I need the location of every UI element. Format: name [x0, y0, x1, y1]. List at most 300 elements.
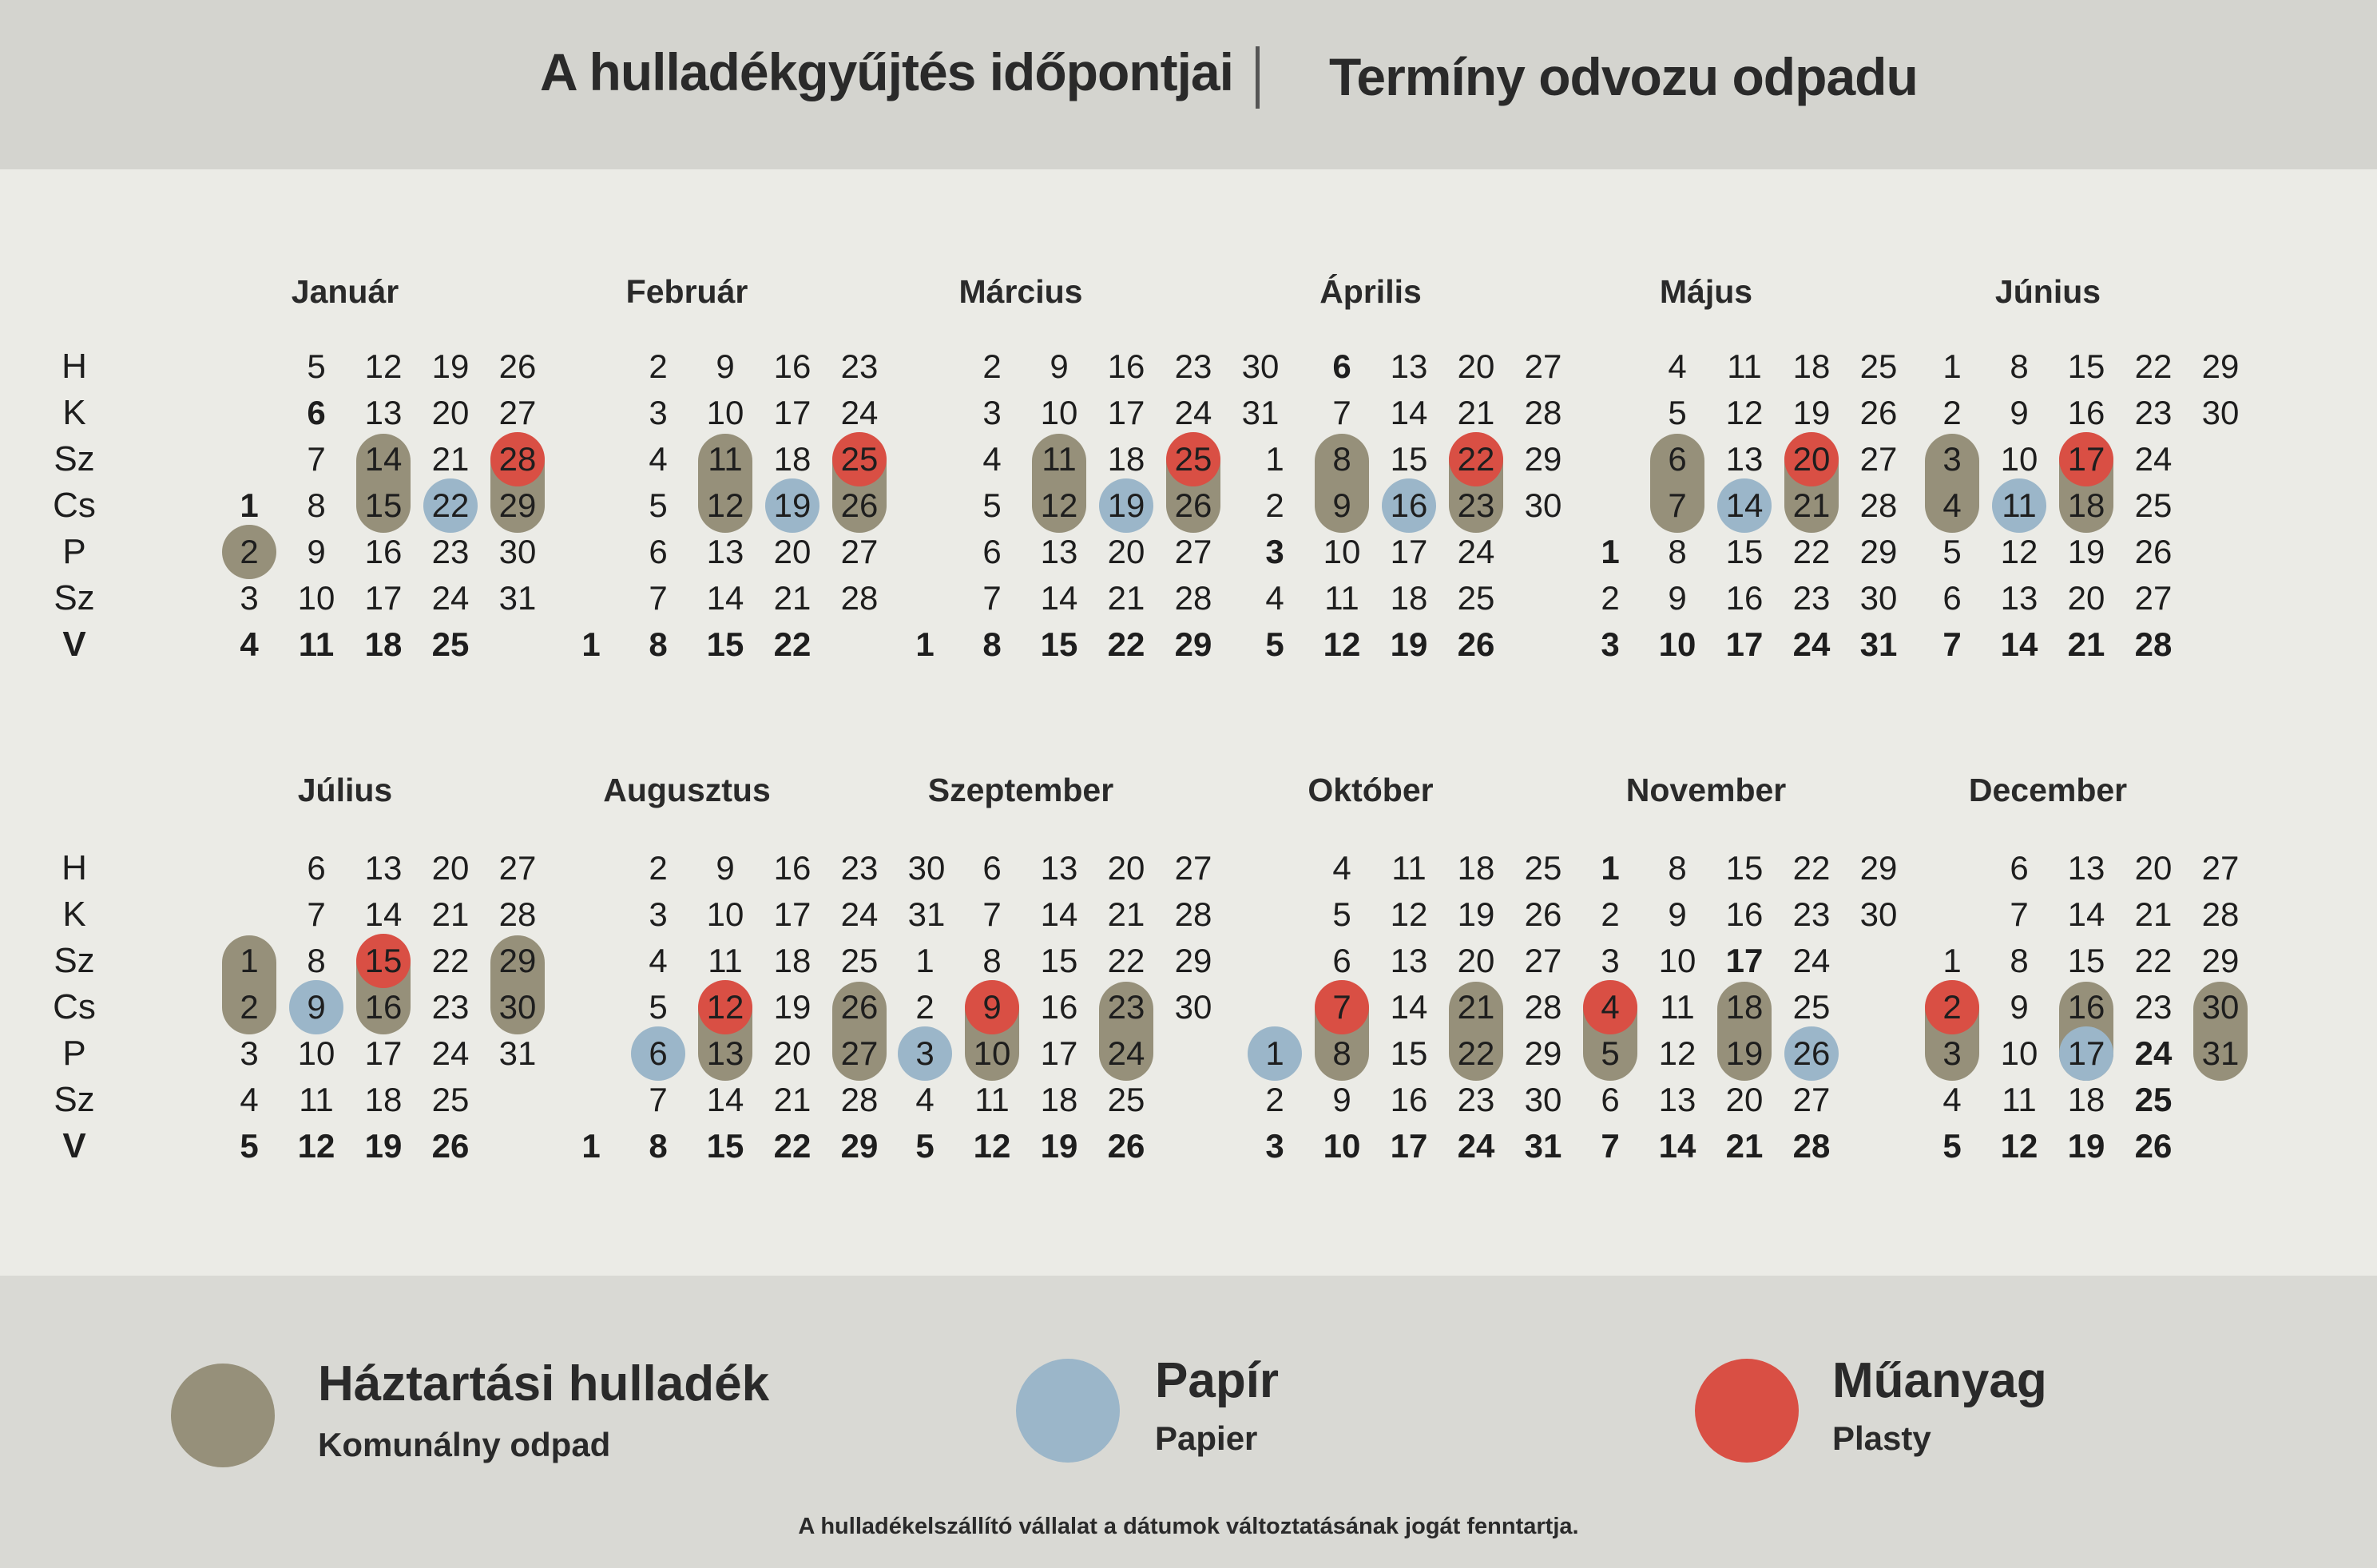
- calendar-day: 10: [1658, 625, 1696, 663]
- calendar-day: 17: [1107, 394, 1145, 431]
- calendar-day: 30: [1241, 347, 1280, 385]
- calendar-day: 18: [1040, 1081, 1078, 1118]
- calendar-day: 22: [1107, 625, 1145, 663]
- calendar-day: 14: [1390, 394, 1428, 431]
- calendar-day: 28: [2134, 625, 2173, 663]
- calendar-day: 10: [1323, 1127, 1361, 1165]
- plastic-legend-swatch: [1695, 1359, 1799, 1463]
- calendar-day: 16: [1725, 579, 1764, 617]
- calendar-day: 30: [1524, 1081, 1562, 1118]
- calendar-day: 18: [1107, 440, 1145, 478]
- calendar-day: 21: [1107, 895, 1145, 933]
- calendar-day: 19: [1457, 895, 1495, 933]
- calendar-day: 12: [706, 486, 744, 524]
- calendar-day: 4: [1332, 849, 1351, 887]
- calendar-day: 18: [364, 625, 403, 663]
- weekday-label: Cs: [53, 486, 96, 525]
- calendar-day: 15: [1725, 533, 1764, 570]
- calendar-day: 3: [649, 394, 668, 431]
- calendar-day: 26: [498, 347, 537, 385]
- calendar-day: 6: [307, 394, 326, 431]
- calendar-day: 12: [2000, 1127, 2038, 1165]
- plastic-legend-subtitle: Plasty: [1832, 1419, 1931, 1457]
- calendar-day: 9: [1668, 579, 1687, 617]
- month-title: Március: [958, 273, 1083, 310]
- calendar-day: 1: [240, 942, 259, 979]
- calendar-day: 6: [307, 849, 326, 887]
- calendar-day: 28: [1174, 579, 1212, 617]
- calendar-day: 6: [1668, 440, 1687, 478]
- calendar-day: 7: [1942, 625, 1962, 663]
- calendar-day: 18: [773, 440, 812, 478]
- calendar-day: 2: [240, 988, 259, 1026]
- calendar-day: 8: [1332, 1034, 1351, 1072]
- calendar-day: 27: [1792, 1081, 1831, 1118]
- title-separator: [1256, 46, 1260, 109]
- calendar-day: 22: [1457, 1034, 1495, 1072]
- weekday-label: K: [62, 895, 86, 934]
- calendar-day: 21: [773, 1081, 812, 1118]
- calendar-day: 12: [297, 1127, 335, 1165]
- calendar-day: 19: [431, 347, 470, 385]
- calendar-day: 21: [773, 579, 812, 617]
- calendar-day: 25: [1107, 1081, 1145, 1118]
- calendar-day: 30: [2201, 988, 2240, 1026]
- calendar-day: 8: [2010, 942, 2029, 979]
- month-title: Február: [625, 273, 748, 310]
- calendar-day: 21: [1107, 579, 1145, 617]
- calendar-day: 20: [1725, 1081, 1764, 1118]
- calendar-day: 26: [1107, 1127, 1145, 1165]
- calendar-day: 8: [1332, 440, 1351, 478]
- calendar-day: 21: [1725, 1127, 1764, 1165]
- calendar-day: 20: [1107, 533, 1145, 570]
- weekday-label: Sz: [54, 941, 95, 980]
- calendar-day: 10: [2000, 440, 2038, 478]
- calendar-day: 13: [364, 394, 403, 431]
- title-hungarian: A hulladékgyűjtés időpontjai: [540, 42, 1233, 101]
- weekday-label: Sz: [54, 578, 95, 617]
- calendar-day: 23: [2134, 988, 2173, 1026]
- calendar-day: 2: [915, 988, 935, 1026]
- calendar-day: 15: [1725, 849, 1764, 887]
- calendar-day: 1: [915, 625, 935, 663]
- calendar-day: 26: [1524, 895, 1562, 933]
- calendar-day: 11: [2002, 486, 2037, 524]
- calendar-day: 5: [1668, 394, 1687, 431]
- calendar-day: 19: [2067, 1127, 2105, 1165]
- calendar-day: 12: [1390, 895, 1428, 933]
- calendar-day: 26: [1859, 394, 1898, 431]
- calendar-day: 26: [2134, 533, 2173, 570]
- weekday-label: V: [62, 1126, 86, 1165]
- household-legend-subtitle: Komunálny odpad: [318, 1426, 611, 1463]
- calendar-day: 5: [1942, 1127, 1962, 1165]
- calendar-day: 11: [1727, 347, 1762, 385]
- calendar-day: 29: [2201, 942, 2240, 979]
- weekday-label: Cs: [53, 987, 96, 1026]
- calendar-day: 15: [1390, 440, 1428, 478]
- calendar-day: 5: [1332, 895, 1351, 933]
- calendar-day: 19: [364, 1127, 403, 1165]
- calendar-day: 14: [364, 440, 403, 478]
- calendar-day: 16: [1725, 895, 1764, 933]
- calendar-day: 12: [1323, 625, 1361, 663]
- calendar-day: 7: [1332, 988, 1351, 1026]
- calendar-day: 22: [773, 1127, 812, 1165]
- calendar-day: 5: [1265, 625, 1284, 663]
- calendar-day: 16: [364, 988, 403, 1026]
- calendar-day: 5: [649, 988, 668, 1026]
- calendar-day: 29: [1174, 942, 1212, 979]
- calendar-day: 21: [1457, 394, 1495, 431]
- calendar-day: 4: [1942, 1081, 1962, 1118]
- calendar-day: 22: [2134, 347, 2173, 385]
- calendar-day: 13: [2067, 849, 2105, 887]
- household-legend-swatch: [171, 1364, 275, 1467]
- calendar-day: 3: [1265, 533, 1284, 570]
- calendar-day: 18: [364, 1081, 403, 1118]
- calendar-day: 13: [1390, 942, 1428, 979]
- calendar-day: 19: [1390, 625, 1428, 663]
- calendar-day: 18: [2067, 1081, 2105, 1118]
- calendar-day: 31: [1524, 1127, 1562, 1165]
- calendar-day: 3: [982, 394, 1002, 431]
- calendar-day: 23: [1174, 347, 1212, 385]
- calendar-day: 24: [1792, 942, 1831, 979]
- calendar-day: 9: [1668, 895, 1687, 933]
- calendar-day: 15: [364, 486, 403, 524]
- weekday-label: K: [62, 393, 86, 432]
- calendar-day: 7: [982, 579, 1002, 617]
- calendar-day: 15: [1040, 942, 1078, 979]
- calendar-day: 31: [2201, 1034, 2240, 1072]
- calendar-day: 27: [2134, 579, 2173, 617]
- calendar-day: 4: [982, 440, 1002, 478]
- calendar-day: 3: [1601, 942, 1620, 979]
- calendar-day: 31: [907, 895, 946, 933]
- month-title: Július: [297, 772, 393, 808]
- calendar-day: 4: [915, 1081, 935, 1118]
- calendar-day: 7: [2010, 895, 2029, 933]
- calendar-day: 2: [649, 347, 668, 385]
- calendar-day: 28: [498, 895, 537, 933]
- calendar-day: 4: [1942, 486, 1962, 524]
- calendar-day: 9: [2010, 394, 2029, 431]
- calendar-day: 6: [1332, 347, 1351, 385]
- page-header: [0, 0, 2377, 169]
- calendar-day: 1: [915, 942, 935, 979]
- calendar-day: 10: [1040, 394, 1078, 431]
- calendar-day: 17: [2067, 1034, 2105, 1072]
- calendar-day: 15: [1040, 625, 1078, 663]
- calendar-day: 12: [1725, 394, 1764, 431]
- calendar-day: 16: [773, 849, 812, 887]
- calendar-day: 16: [773, 347, 812, 385]
- calendar-day: 24: [1107, 1034, 1145, 1072]
- calendar-day: 27: [840, 1034, 879, 1072]
- calendar-day: 14: [2000, 625, 2038, 663]
- calendar-day: 3: [649, 895, 668, 933]
- calendar-day: 16: [2067, 394, 2105, 431]
- calendar-day: 6: [1942, 579, 1962, 617]
- calendar-day: 2: [1601, 895, 1620, 933]
- calendar-day: 23: [2134, 394, 2173, 431]
- calendar-day: 26: [840, 988, 879, 1026]
- calendar-day: 13: [364, 849, 403, 887]
- month-title: Augusztus: [603, 772, 771, 808]
- calendar-day: 4: [649, 440, 668, 478]
- calendar-day: 29: [1859, 533, 1898, 570]
- calendar-day: 23: [431, 533, 470, 570]
- calendar-day: 13: [1658, 1081, 1696, 1118]
- calendar-day: 21: [431, 895, 470, 933]
- calendar-day: 23: [1457, 1081, 1495, 1118]
- calendar-day: 15: [2067, 942, 2105, 979]
- calendar-day: 23: [1792, 579, 1831, 617]
- calendar-day: 23: [1792, 895, 1831, 933]
- calendar-day: 21: [2067, 625, 2105, 663]
- calendar-day: 4: [1265, 579, 1284, 617]
- calendar-day: 31: [498, 579, 537, 617]
- calendar-day: 24: [1457, 533, 1495, 570]
- month-title: December: [1968, 772, 2128, 808]
- calendar-day: 7: [307, 440, 326, 478]
- calendar-day: 29: [840, 1127, 879, 1165]
- month-title: Április: [1319, 273, 1422, 310]
- calendar-day: 27: [1174, 533, 1212, 570]
- calendar-day: 25: [1859, 347, 1898, 385]
- calendar-day: 28: [498, 440, 537, 478]
- calendar-day: 12: [1658, 1034, 1696, 1072]
- calendar-day: 4: [1668, 347, 1687, 385]
- calendar-day: 19: [1040, 1127, 1078, 1165]
- calendar-day: 6: [982, 533, 1002, 570]
- calendar-day: 26: [431, 1127, 470, 1165]
- calendar-day: 12: [706, 988, 744, 1026]
- calendar-day: 21: [1792, 486, 1831, 524]
- calendar-day: 3: [1601, 625, 1620, 663]
- calendar-day: 17: [2067, 440, 2105, 478]
- calendar-day: 30: [498, 533, 537, 570]
- calendar-day: 3: [1265, 1127, 1284, 1165]
- calendar-day: 10: [297, 579, 335, 617]
- calendar-day: 25: [431, 625, 470, 663]
- calendar-day: 20: [431, 849, 470, 887]
- calendar-day: 1: [581, 1127, 601, 1165]
- month-title: November: [1625, 772, 1787, 808]
- calendar-day: 12: [1040, 486, 1078, 524]
- calendar-day: 30: [1174, 988, 1212, 1026]
- calendar-day: 8: [649, 625, 668, 663]
- calendar-day: 30: [1859, 579, 1898, 617]
- calendar-day: 6: [982, 849, 1002, 887]
- calendar-day: 24: [1792, 625, 1831, 663]
- calendar-day: 20: [1457, 347, 1495, 385]
- calendar-day: 20: [2067, 579, 2105, 617]
- calendar-day: 22: [1792, 849, 1831, 887]
- calendar-day: 11: [1324, 579, 1359, 617]
- calendar-day: 9: [1050, 347, 1069, 385]
- calendar-day: 18: [1792, 347, 1831, 385]
- calendar-day: 2: [982, 347, 1002, 385]
- calendar-day: 28: [840, 1081, 879, 1118]
- calendar-day: 20: [1792, 440, 1831, 478]
- calendar-day: 18: [1457, 849, 1495, 887]
- calendar-day: 13: [2000, 579, 2038, 617]
- calendar-day: 10: [1323, 533, 1361, 570]
- calendar-day: 5: [1942, 533, 1962, 570]
- calendar-day: 26: [1174, 486, 1212, 524]
- calendar-day: 11: [1660, 988, 1695, 1026]
- paper-legend-subtitle: Papier: [1155, 1419, 1258, 1457]
- calendar-day: 10: [973, 1034, 1011, 1072]
- calendar-day: 29: [1859, 849, 1898, 887]
- calendar-day: 29: [498, 486, 537, 524]
- calendar-day: 25: [1174, 440, 1212, 478]
- weekday-label: H: [62, 347, 87, 386]
- calendar-day: 11: [298, 625, 335, 663]
- calendar-day: 11: [708, 440, 743, 478]
- calendar-day: 28: [840, 579, 879, 617]
- calendar-day: 19: [773, 486, 812, 524]
- calendar-day: 22: [1457, 440, 1495, 478]
- calendar-day: 4: [1601, 988, 1620, 1026]
- calendar-day: 7: [1601, 1127, 1620, 1165]
- calendar-day: 5: [915, 1127, 935, 1165]
- calendar-day: 23: [840, 849, 879, 887]
- calendar-day: 29: [498, 942, 537, 979]
- calendar-day: 2: [240, 533, 259, 570]
- calendar-day: 25: [1792, 988, 1831, 1026]
- calendar-day: 30: [907, 849, 946, 887]
- calendar-day: 27: [498, 394, 537, 431]
- calendar-day: 24: [840, 895, 879, 933]
- month-title: Szeptember: [927, 772, 1114, 808]
- weekday-label: Sz: [54, 1080, 95, 1119]
- calendar-day: 2: [1601, 579, 1620, 617]
- calendar-day: 13: [1040, 849, 1078, 887]
- calendar-day: 25: [1457, 579, 1495, 617]
- calendar-day: 31: [498, 1034, 537, 1072]
- calendar-day: 9: [716, 849, 735, 887]
- calendar-day: 7: [1668, 486, 1687, 524]
- calendar-day: 29: [1174, 625, 1212, 663]
- calendar-sheet: [0, 169, 2377, 1276]
- calendar-day: 25: [431, 1081, 470, 1118]
- calendar-day: 5: [307, 347, 326, 385]
- weekday-label: V: [62, 625, 86, 664]
- calendar-day: 24: [431, 1034, 470, 1072]
- calendar-day: 14: [706, 579, 744, 617]
- title-slovak: Termíny odvozu odpadu: [1329, 47, 1918, 106]
- calendar-day: 16: [1040, 988, 1078, 1026]
- calendar-day: 17: [1725, 625, 1764, 663]
- calendar-day: 1: [1265, 1034, 1284, 1072]
- calendar-day: 3: [240, 1034, 259, 1072]
- calendar-day: 8: [649, 1127, 668, 1165]
- calendar-day: 13: [1390, 347, 1428, 385]
- calendar-day: 19: [1107, 486, 1145, 524]
- plastic-legend-title: Műanyag: [1832, 1353, 2047, 1408]
- calendar-day: 15: [364, 942, 403, 979]
- calendar-day: 16: [364, 533, 403, 570]
- calendar-day: 1: [1601, 533, 1620, 570]
- calendar-day: 29: [2201, 347, 2240, 385]
- calendar-day: 14: [1040, 895, 1078, 933]
- calendar-day: 8: [982, 942, 1002, 979]
- calendar-day: 9: [1332, 486, 1351, 524]
- calendar-day: 22: [1792, 533, 1831, 570]
- calendar-day: 22: [773, 625, 812, 663]
- calendar-day: 15: [706, 1127, 744, 1165]
- calendar-day: 25: [1524, 849, 1562, 887]
- calendar-day: 11: [1042, 440, 1077, 478]
- calendar-day: 6: [649, 533, 668, 570]
- calendar-day: 17: [1040, 1034, 1078, 1072]
- calendar-day: 14: [364, 895, 403, 933]
- calendar-day: 7: [1332, 394, 1351, 431]
- calendar-day: 26: [840, 486, 879, 524]
- calendar-day: 27: [840, 533, 879, 570]
- calendar-day: 13: [1725, 440, 1764, 478]
- calendar-day: 28: [1524, 394, 1562, 431]
- calendar-day: 20: [1457, 942, 1495, 979]
- household-legend-title: Háztartási hulladék: [318, 1356, 770, 1411]
- calendar-day: 4: [240, 625, 259, 663]
- calendar-day: 8: [1668, 849, 1687, 887]
- calendar-day: 8: [982, 625, 1002, 663]
- calendar-day: 18: [773, 942, 812, 979]
- calendar-day: 11: [2002, 1081, 2037, 1118]
- paper-legend-title: Papír: [1155, 1353, 1280, 1408]
- calendar-day: 15: [1390, 1034, 1428, 1072]
- calendar-day: 3: [1942, 1034, 1962, 1072]
- calendar-day: 6: [1601, 1081, 1620, 1118]
- calendar-day: 22: [431, 486, 470, 524]
- calendar-day: 11: [1391, 849, 1427, 887]
- calendar-day: 5: [1601, 1034, 1620, 1072]
- calendar-day: 15: [2067, 347, 2105, 385]
- calendar-day: 15: [706, 625, 744, 663]
- calendar-day: 11: [974, 1081, 1010, 1118]
- calendar-day: 19: [773, 988, 812, 1026]
- calendar-day: 10: [706, 394, 744, 431]
- calendar-day: 17: [364, 1034, 403, 1072]
- weekday-label: P: [62, 1034, 86, 1073]
- calendar-day: 14: [706, 1081, 744, 1118]
- calendar-day: 6: [649, 1034, 668, 1072]
- calendar-day: 30: [1859, 895, 1898, 933]
- calendar-day: 14: [1658, 1127, 1696, 1165]
- calendar-day: 16: [1390, 486, 1428, 524]
- calendar-day: 9: [1332, 1081, 1351, 1118]
- calendar-day: 20: [773, 533, 812, 570]
- calendar-day: 1: [1601, 849, 1620, 887]
- calendar-day: 27: [1859, 440, 1898, 478]
- calendar-day: 28: [1174, 895, 1212, 933]
- month-title: Május: [1659, 273, 1753, 310]
- calendar-day: 17: [1390, 533, 1428, 570]
- calendar-day: 22: [1107, 942, 1145, 979]
- calendar-day: 22: [431, 942, 470, 979]
- calendar-day: 20: [773, 1034, 812, 1072]
- calendar-day: 23: [1457, 486, 1495, 524]
- calendar-day: 14: [1725, 486, 1764, 524]
- calendar-day: 2: [1942, 394, 1962, 431]
- calendar-day: 6: [2010, 849, 2029, 887]
- calendar-day: 14: [1390, 988, 1428, 1026]
